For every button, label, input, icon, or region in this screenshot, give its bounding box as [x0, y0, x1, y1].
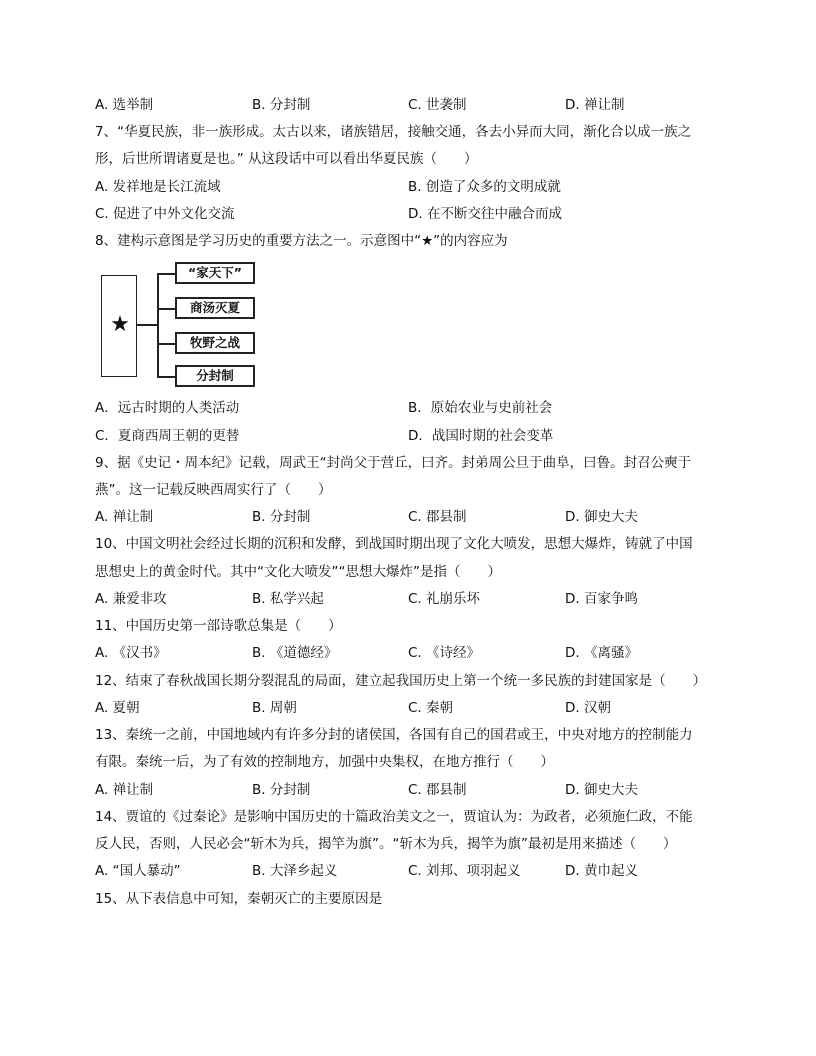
- q13-option-d[interactable]: D. 御史大夫: [565, 782, 638, 798]
- q12-options: [95, 698, 735, 718]
- q11-text: 11、中国历史第一部诗歌总集是（ ）: [95, 618, 342, 634]
- diagram-box-shangtang: 商汤灭夏: [175, 297, 255, 319]
- q8-options-row-2: [95, 426, 735, 446]
- connector-branch-1: [157, 273, 175, 275]
- q6-options: [95, 95, 735, 115]
- connector-spine: [157, 273, 159, 377]
- q10-text-line-1: 10、中国文明社会经过长期的沉积和发酵，到战国时期出现了文化大喷发，思想大爆炸，铸就了中国: [95, 536, 693, 552]
- q8-options-row-1: [95, 398, 735, 418]
- q9-text-line-2: 燕”。这一记载反映西周实行了（ ）: [95, 482, 332, 498]
- q7-option-a[interactable]: A. 发祥地是长江流域: [95, 179, 221, 195]
- q14-option-b[interactable]: B. 大泽乡起义: [252, 863, 338, 879]
- q7-option-c[interactable]: C. 促进了中外文化交流: [95, 206, 235, 222]
- diagram-box-jiatianxia: “家天下”: [175, 262, 255, 284]
- q13-options: [95, 780, 735, 800]
- q9-option-c[interactable]: C. 郡县制: [408, 509, 467, 525]
- star-box: [101, 275, 137, 377]
- q14-options: [95, 861, 735, 881]
- connector-stem: [137, 324, 157, 326]
- q13-option-b[interactable]: B. 分封制: [252, 782, 311, 798]
- q11-option-a[interactable]: A. 《汉书》: [95, 645, 167, 661]
- q7-option-d[interactable]: D. 在不断交往中融合而成: [408, 206, 562, 222]
- q12-option-b[interactable]: B. 周朝: [252, 700, 297, 716]
- q8-diagram: [101, 261, 261, 391]
- q14-option-c[interactable]: C. 刘邦、项羽起义: [408, 863, 521, 879]
- q11-options: [95, 643, 735, 663]
- q10-option-b[interactable]: B. 私学兴起: [252, 591, 324, 607]
- q6-option-d[interactable]: D. 禅让制: [565, 97, 625, 113]
- q12-option-c[interactable]: C. 秦朝: [408, 700, 454, 716]
- q9-option-d[interactable]: D. 御史大夫: [565, 509, 638, 525]
- q6-option-a[interactable]: A. 选举制: [95, 97, 154, 113]
- q12-option-d[interactable]: D. 汉朝: [565, 700, 611, 716]
- q10-option-c[interactable]: C. 礼崩乐坏: [408, 591, 481, 607]
- q14-text-line-1: 14、贾谊的《过秦论》是影响中国历史的十篇政治美文之一，贾谊认为：为政者，必须施仁政，不能: [95, 809, 693, 825]
- q7-text-line-2: 形，后世所谓诸夏是也。” 从这段话中可以看出华夏民族（ ）: [95, 151, 478, 167]
- q9-option-b[interactable]: B. 分封制: [252, 509, 311, 525]
- diagram-box-muye: 牧野之战: [175, 332, 255, 354]
- q13-option-a[interactable]: A. 禅让制: [95, 782, 154, 798]
- q7-text-line-1: 7、“华夏民族，非一族形成。太古以来，诸族错居，接触交通，各去小异而大同，渐化合以成一族之: [95, 124, 692, 140]
- q14-option-d[interactable]: D. 黄巾起义: [565, 863, 638, 879]
- connector-branch-3: [157, 343, 175, 345]
- q13-option-c[interactable]: C. 郡县制: [408, 782, 467, 798]
- diagram-box-fenfeng: 分封制: [175, 365, 255, 387]
- connector-branch-4: [157, 376, 175, 378]
- star-icon: ★: [110, 312, 130, 337]
- q6-option-c[interactable]: C. 世袭制: [408, 97, 467, 113]
- q6-option-b[interactable]: B. 分封制: [252, 97, 311, 113]
- q13-text-line-2: 有限。秦统一后，为了有效的控制地方，加强中央集权，在地方推行（ ）: [95, 754, 554, 770]
- q8-text: 8、建构示意图是学习历史的重要方法之一。示意图中“★”的内容应为: [95, 233, 508, 249]
- q10-options: [95, 589, 735, 609]
- q8-option-a[interactable]: A．远古时期的人类活动: [95, 400, 240, 416]
- q12-option-a[interactable]: A. 夏朝: [95, 700, 140, 716]
- q8-option-b[interactable]: B．原始农业与史前社会: [408, 400, 553, 416]
- q8-option-d[interactable]: D．战国时期的社会变革: [408, 428, 554, 444]
- q7-option-b[interactable]: B. 创造了众多的文明成就: [408, 179, 561, 195]
- q11-option-c[interactable]: C. 《诗经》: [408, 645, 481, 661]
- q14-option-a[interactable]: A. “国人暴动”: [95, 863, 181, 879]
- connector-branch-2: [157, 308, 175, 310]
- q8-option-c[interactable]: C．夏商西周王朝的更替: [95, 428, 240, 444]
- q7-options-row-2: [95, 204, 735, 224]
- q13-text-line-1: 13、秦统一之前，中国地域内有许多分封的诸侯国，各国有自己的国君或王，中央对地方的控制能力: [95, 727, 693, 743]
- q7-options-row-1: [95, 177, 735, 197]
- q11-option-d[interactable]: D. 《离骚》: [565, 645, 638, 661]
- q12-text: 12、结束了春秋战国长期分裂混乱的局面，建立起我国历史上第一个统一多民族的封建国家是（ ）: [95, 673, 707, 689]
- q9-options: [95, 507, 735, 527]
- q11-option-b[interactable]: B. 《道德经》: [252, 645, 338, 661]
- q14-text-line-2: 反人民，否则，人民必会“斩木为兵，揭竿为旗”。“斩木为兵，揭竿为旗”最初是用来描述（ ）: [95, 836, 677, 852]
- q15-text: 15、从下表信息中可知，秦朝灭亡的主要原因是: [95, 891, 383, 907]
- q9-text-line-1: 9、据《史记・周本纪》记载，周武王“封尚父于营丘，曰齐。封弟周公旦于曲阜，曰鲁。封召公奭于: [95, 455, 692, 471]
- q10-option-a[interactable]: A. 兼爱非攻: [95, 591, 167, 607]
- q10-text-line-2: 思想史上的黄金时代。其中“文化大喷发”“思想大爆炸”是指（ ）: [95, 564, 501, 580]
- q10-option-d[interactable]: D. 百家争鸣: [565, 591, 638, 607]
- q9-option-a[interactable]: A. 禅让制: [95, 509, 154, 525]
